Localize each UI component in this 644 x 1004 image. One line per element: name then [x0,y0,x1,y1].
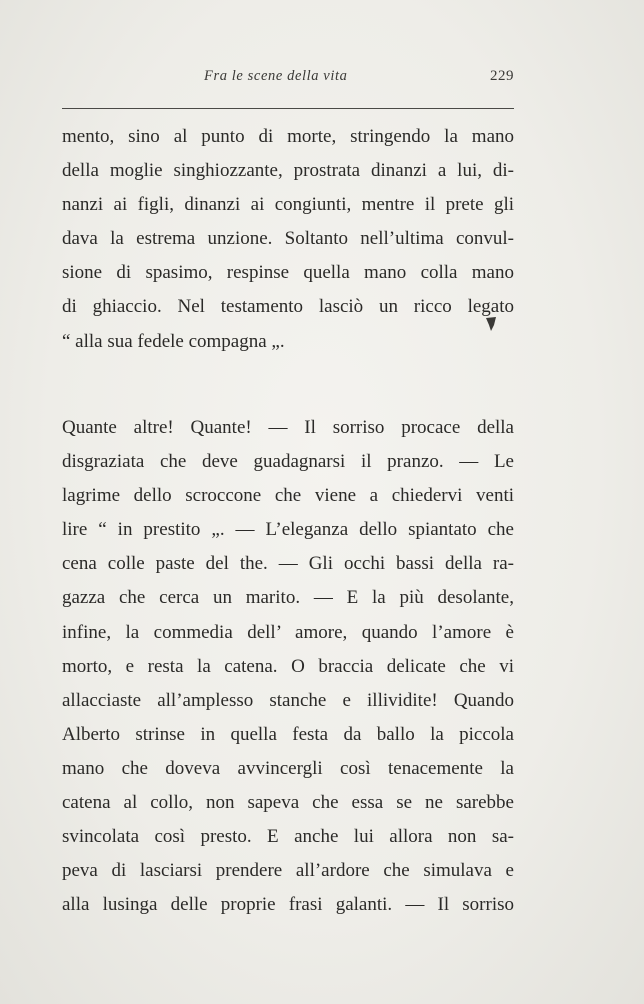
paragraph-2 [62,411,514,922]
text-line: mano che doveva avvincergli così tenacemente la [62,757,514,779]
text-line: catena al collo, non sapeva che essa se ne sarebbe [62,792,514,814]
text-line: Alberto strinse in quella festa da ballo la piccola [62,723,514,745]
ink-blot-ornament [484,316,498,332]
text-line: cena colle paste del the. — Gli occhi bassi della ra- [62,553,514,575]
text-line: allacciaste all’amplesso stanche e illividite! Quando [62,689,514,711]
text-line: infine, la commedia dell’ amore, quando l’amore è [62,621,514,643]
text-line: nanzi ai figli, dinanzi ai congiunti, mentre il prete gli [62,194,514,216]
text-line: disgraziata che deve guadagnarsi il pranzo. — Le [62,451,514,473]
text-line: morto, e resta la catena. O braccia delicate che vi [62,655,514,677]
text-line: sione di spasimo, respinse quella mano colla mano [62,262,514,284]
text-line: “ alla sua fedele compagna „. [62,330,285,352]
text-line: svincolata così presto. E anche lui allora non sa- [62,826,514,848]
paragraph-1 [62,120,514,359]
text-line: Quante altre! Quante! — Il sorriso procace della [62,417,514,438]
text-line: alla lusinga delle proprie frasi galanti. — Il sorriso [62,894,514,916]
page-header [62,62,514,92]
running-title: Fra le scene della vita [204,68,348,84]
page-number: 229 [490,68,514,84]
text-line: di ghiaccio. Nel testamento lasciò un ricco legato [62,296,514,318]
header-rule [62,108,514,109]
text-line: mento, sino al punto di morte, stringendo la mano [62,126,514,147]
text-line: lagrime dello scroccone che viene a chiedervi venti [62,485,514,507]
text-line: lire “ in prestito „. — L’eleganza dello spiantato che [62,519,514,541]
text-line: gazza che cerca un marito. — E la più desolante, [62,587,514,609]
text-line: dava la estrema unzione. Soltanto nell’ultima convul- [62,228,514,250]
text-line: della moglie singhiozzante, prostrata dinanzi a lui, di- [62,160,514,182]
text-line: peva di lasciarsi prendere all’ardore che simulava e [62,860,514,882]
